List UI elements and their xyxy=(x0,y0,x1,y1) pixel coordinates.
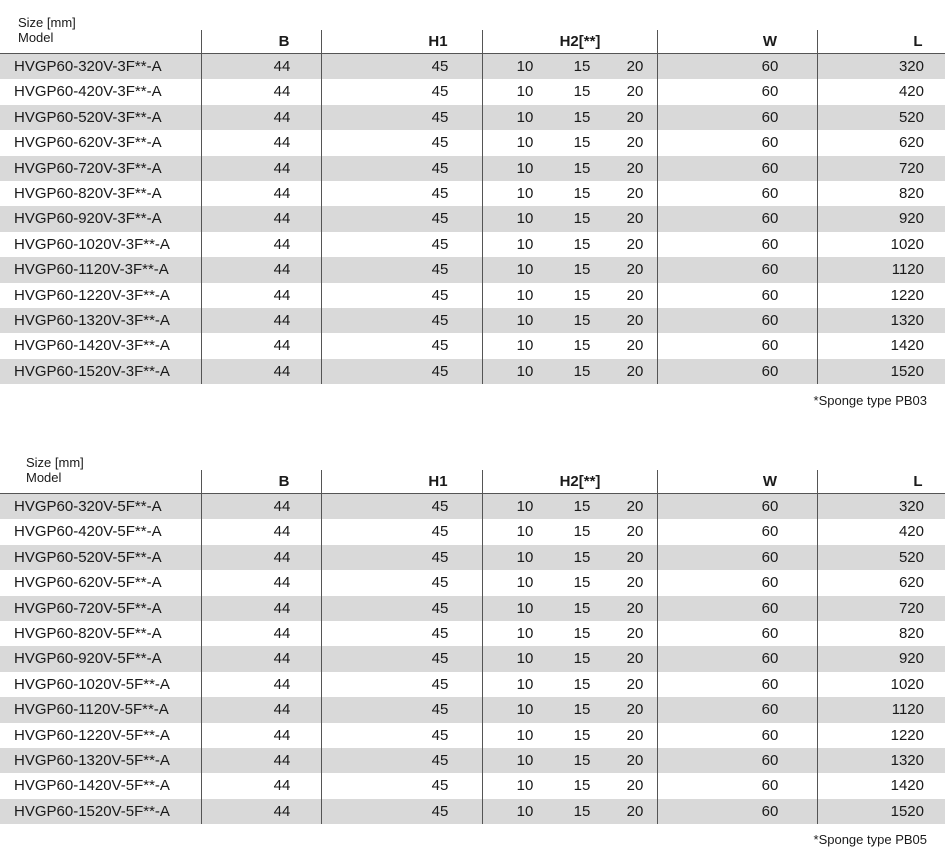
cell-model: HVGP60-1120V-5F**-A xyxy=(14,701,169,719)
cell-l: 1220 xyxy=(890,726,924,744)
cell-h2-max: 20 xyxy=(626,599,644,617)
cell-model: HVGP60-320V-3F**-A xyxy=(14,58,162,75)
table-row xyxy=(0,206,945,231)
cell-model: HVGP60-720V-3F**-A xyxy=(14,159,162,177)
column-divider xyxy=(817,30,818,54)
cell-h2-min: 10 xyxy=(516,362,534,380)
model-label: Model xyxy=(18,30,54,45)
cell-h2-mid: 15 xyxy=(573,235,591,253)
cell-b: 44 xyxy=(273,777,291,795)
cell-h2-min: 10 xyxy=(516,548,534,566)
cell-l: 320 xyxy=(898,58,924,75)
cell-h2-min: 10 xyxy=(516,235,534,253)
cell-model: HVGP60-520V-3F**-A xyxy=(14,108,162,126)
cell-model: HVGP60-1020V-3F**-A xyxy=(14,235,170,253)
cell-h1: 45 xyxy=(431,286,449,304)
table-row xyxy=(0,333,945,358)
cell-h2-max: 20 xyxy=(626,624,644,642)
cell-h2-max: 20 xyxy=(626,235,644,253)
column-divider xyxy=(657,54,658,384)
cell-h2-min: 10 xyxy=(516,184,534,202)
cell-h2-min: 10 xyxy=(516,337,534,355)
table-body xyxy=(0,54,945,384)
cell-b: 44 xyxy=(273,134,291,152)
header-b: B xyxy=(278,33,290,50)
cell-w: 60 xyxy=(761,184,779,202)
cell-l: 1320 xyxy=(890,311,924,329)
cell-h2-min: 10 xyxy=(516,751,534,769)
cell-l: 920 xyxy=(898,650,924,668)
cell-h1: 45 xyxy=(431,235,449,253)
cell-b: 44 xyxy=(273,159,291,177)
cell-b: 44 xyxy=(273,362,291,380)
cell-l: 1020 xyxy=(890,235,924,253)
cell-l: 1420 xyxy=(890,777,924,795)
cell-l: 420 xyxy=(898,523,924,541)
cell-w: 60 xyxy=(761,802,779,820)
cell-w: 60 xyxy=(761,777,779,795)
cell-h2-mid: 15 xyxy=(573,599,591,617)
cell-h1: 45 xyxy=(431,261,449,279)
cell-l: 1220 xyxy=(890,286,924,304)
cell-w: 60 xyxy=(761,574,779,592)
cell-w: 60 xyxy=(761,650,779,668)
cell-model: HVGP60-620V-5F**-A xyxy=(14,574,162,592)
header-l: L xyxy=(913,473,923,490)
cell-h2-min: 10 xyxy=(516,777,534,795)
cell-h2-max: 20 xyxy=(626,726,644,744)
header-h2: H2[**] xyxy=(559,33,601,50)
cell-b: 44 xyxy=(273,802,291,820)
cell-model: HVGP60-1420V-3F**-A xyxy=(14,337,170,355)
cell-l: 1120 xyxy=(891,701,924,719)
cell-b: 44 xyxy=(273,184,291,202)
cell-h2-max: 20 xyxy=(626,134,644,152)
cell-model: HVGP60-420V-3F**-A xyxy=(14,83,162,101)
header-w: W xyxy=(762,33,778,50)
cell-w: 60 xyxy=(761,210,779,228)
cell-h2-min: 10 xyxy=(516,108,534,126)
table-row xyxy=(0,156,945,181)
header-h1: H1 xyxy=(428,33,448,50)
table-header xyxy=(0,440,945,494)
cell-l: 620 xyxy=(898,574,924,592)
cell-l: 720 xyxy=(898,159,924,177)
header-h1: H1 xyxy=(428,473,448,490)
cell-h2-max: 20 xyxy=(626,337,644,355)
cell-w: 60 xyxy=(761,624,779,642)
column-divider xyxy=(482,54,483,384)
cell-w: 60 xyxy=(761,261,779,279)
table-row xyxy=(0,697,945,722)
size-label: Size [mm] xyxy=(18,15,76,30)
cell-w: 60 xyxy=(761,701,779,719)
cell-h1: 45 xyxy=(431,108,449,126)
cell-l: 720 xyxy=(898,599,924,617)
column-divider xyxy=(201,54,202,384)
cell-h2-min: 10 xyxy=(516,286,534,304)
cell-w: 60 xyxy=(761,58,779,75)
cell-h2-mid: 15 xyxy=(573,726,591,744)
cell-h2-mid: 15 xyxy=(573,548,591,566)
cell-b: 44 xyxy=(273,574,291,592)
cell-w: 60 xyxy=(761,311,779,329)
cell-h2-mid: 15 xyxy=(573,184,591,202)
cell-l: 920 xyxy=(898,210,924,228)
cell-h2-max: 20 xyxy=(626,548,644,566)
footnote: *Sponge type PB05 xyxy=(813,832,927,847)
column-divider xyxy=(657,494,658,824)
cell-h2-min: 10 xyxy=(516,802,534,820)
cell-h2-mid: 15 xyxy=(573,134,591,152)
cell-l: 1520 xyxy=(890,362,924,380)
cell-b: 44 xyxy=(273,726,291,744)
cell-h2-max: 20 xyxy=(626,184,644,202)
cell-h2-max: 20 xyxy=(626,650,644,668)
cell-h2-max: 20 xyxy=(626,498,644,515)
header-w: W xyxy=(762,473,778,490)
cell-model: HVGP60-1020V-5F**-A xyxy=(14,675,170,693)
cell-b: 44 xyxy=(273,235,291,253)
model-label: Model xyxy=(26,470,62,485)
cell-h2-mid: 15 xyxy=(573,523,591,541)
cell-b: 44 xyxy=(273,675,291,693)
cell-h2-min: 10 xyxy=(516,261,534,279)
cell-h2-min: 10 xyxy=(516,624,534,642)
cell-h2-min: 10 xyxy=(516,311,534,329)
cell-b: 44 xyxy=(273,337,291,355)
cell-h2-mid: 15 xyxy=(573,311,591,329)
cell-h1: 45 xyxy=(431,726,449,744)
footnote: *Sponge type PB03 xyxy=(813,393,927,408)
table-row xyxy=(0,232,945,257)
cell-h2-mid: 15 xyxy=(573,108,591,126)
cell-h2-mid: 15 xyxy=(573,650,591,668)
table-row xyxy=(0,130,945,155)
cell-w: 60 xyxy=(761,751,779,769)
cell-h1: 45 xyxy=(431,548,449,566)
cell-h1: 45 xyxy=(431,498,449,515)
table-row xyxy=(0,672,945,697)
table-row xyxy=(0,105,945,130)
cell-h1: 45 xyxy=(431,802,449,820)
table-header xyxy=(0,0,945,54)
cell-h2-max: 20 xyxy=(626,311,644,329)
cell-h2-mid: 15 xyxy=(573,159,591,177)
cell-model: HVGP60-820V-3F**-A xyxy=(14,184,162,202)
cell-h1: 45 xyxy=(431,624,449,642)
column-divider xyxy=(657,470,658,494)
table-row xyxy=(0,79,945,104)
table-row xyxy=(0,596,945,621)
cell-h1: 45 xyxy=(431,675,449,693)
cell-h1: 45 xyxy=(431,574,449,592)
cell-l: 1320 xyxy=(890,751,924,769)
cell-h2-max: 20 xyxy=(626,802,644,820)
cell-h1: 45 xyxy=(431,523,449,541)
cell-l: 820 xyxy=(898,624,924,642)
cell-model: HVGP60-1420V-5F**-A xyxy=(14,777,170,795)
cell-h1: 45 xyxy=(431,184,449,202)
cell-h2-max: 20 xyxy=(626,675,644,693)
table-row xyxy=(0,799,945,824)
table-row xyxy=(0,359,945,384)
cell-h1: 45 xyxy=(431,337,449,355)
cell-h2-min: 10 xyxy=(516,574,534,592)
cell-b: 44 xyxy=(273,261,291,279)
cell-h2-max: 20 xyxy=(626,523,644,541)
table-row xyxy=(0,773,945,798)
cell-l: 1520 xyxy=(890,802,924,820)
table-row xyxy=(0,723,945,748)
column-divider xyxy=(201,470,202,494)
cell-h2-max: 20 xyxy=(626,210,644,228)
cell-h1: 45 xyxy=(431,83,449,101)
cell-model: HVGP60-1520V-5F**-A xyxy=(14,802,170,820)
cell-h2-mid: 15 xyxy=(573,362,591,380)
cell-b: 44 xyxy=(273,701,291,719)
cell-b: 44 xyxy=(273,83,291,101)
size-label: Size [mm] xyxy=(26,455,84,470)
table-row xyxy=(0,257,945,282)
cell-h2-max: 20 xyxy=(626,362,644,380)
column-divider xyxy=(657,30,658,54)
cell-h2-min: 10 xyxy=(516,83,534,101)
cell-h1: 45 xyxy=(431,599,449,617)
cell-b: 44 xyxy=(273,108,291,126)
cell-w: 60 xyxy=(761,337,779,355)
cell-h2-min: 10 xyxy=(516,650,534,668)
cell-h2-mid: 15 xyxy=(573,337,591,355)
cell-model: HVGP60-1220V-3F**-A xyxy=(14,286,170,304)
cell-h2-min: 10 xyxy=(516,210,534,228)
cell-b: 44 xyxy=(273,624,291,642)
cell-b: 44 xyxy=(273,650,291,668)
cell-b: 44 xyxy=(273,286,291,304)
cell-h2-mid: 15 xyxy=(573,802,591,820)
cell-h1: 45 xyxy=(431,134,449,152)
column-divider xyxy=(321,470,322,494)
cell-h2-max: 20 xyxy=(626,83,644,101)
cell-l: 1120 xyxy=(891,261,924,279)
cell-l: 1420 xyxy=(890,337,924,355)
table-body xyxy=(0,494,945,824)
cell-w: 60 xyxy=(761,362,779,380)
cell-h1: 45 xyxy=(431,701,449,719)
header-h2: H2[**] xyxy=(559,473,601,490)
cell-h2-max: 20 xyxy=(626,286,644,304)
cell-b: 44 xyxy=(273,548,291,566)
cell-w: 60 xyxy=(761,523,779,541)
table-row xyxy=(0,181,945,206)
column-divider xyxy=(321,54,322,384)
cell-h2-max: 20 xyxy=(626,58,644,75)
cell-h2-min: 10 xyxy=(516,58,534,75)
table-row xyxy=(0,545,945,570)
column-divider xyxy=(482,494,483,824)
cell-model: HVGP60-1220V-5F**-A xyxy=(14,726,170,744)
table-row xyxy=(0,748,945,773)
cell-h1: 45 xyxy=(431,210,449,228)
cell-b: 44 xyxy=(273,311,291,329)
cell-h1: 45 xyxy=(431,159,449,177)
cell-model: HVGP60-1320V-5F**-A xyxy=(14,751,170,769)
column-divider xyxy=(321,30,322,54)
cell-model: HVGP60-920V-5F**-A xyxy=(14,650,162,668)
cell-h1: 45 xyxy=(431,311,449,329)
column-divider xyxy=(817,470,818,494)
cell-model: HVGP60-1120V-3F**-A xyxy=(14,261,169,279)
cell-h2-mid: 15 xyxy=(573,675,591,693)
cell-h1: 45 xyxy=(431,650,449,668)
cell-w: 60 xyxy=(761,159,779,177)
cell-b: 44 xyxy=(273,58,291,75)
column-divider xyxy=(817,54,818,384)
header-b: B xyxy=(278,473,290,490)
cell-model: HVGP60-320V-5F**-A xyxy=(14,498,162,515)
cell-b: 44 xyxy=(273,498,291,515)
cell-l: 820 xyxy=(898,184,924,202)
cell-h2-mid: 15 xyxy=(573,83,591,101)
table-row xyxy=(0,308,945,333)
cell-w: 60 xyxy=(761,675,779,693)
cell-w: 60 xyxy=(761,599,779,617)
column-divider xyxy=(817,494,818,824)
cell-h2-min: 10 xyxy=(516,726,534,744)
cell-model: HVGP60-520V-5F**-A xyxy=(14,548,162,566)
cell-h2-min: 10 xyxy=(516,599,534,617)
cell-model: HVGP60-820V-5F**-A xyxy=(14,624,162,642)
cell-h1: 45 xyxy=(431,777,449,795)
cell-h2-min: 10 xyxy=(516,159,534,177)
table-row xyxy=(0,646,945,671)
cell-w: 60 xyxy=(761,108,779,126)
cell-l: 520 xyxy=(898,108,924,126)
cell-w: 60 xyxy=(761,83,779,101)
cell-h1: 45 xyxy=(431,362,449,380)
cell-h2-min: 10 xyxy=(516,134,534,152)
cell-h2-mid: 15 xyxy=(573,701,591,719)
cell-h2-max: 20 xyxy=(626,159,644,177)
cell-w: 60 xyxy=(761,726,779,744)
cell-h2-mid: 15 xyxy=(573,777,591,795)
cell-w: 60 xyxy=(761,235,779,253)
cell-w: 60 xyxy=(761,548,779,566)
cell-h2-min: 10 xyxy=(516,498,534,515)
cell-h2-max: 20 xyxy=(626,751,644,769)
cell-h2-mid: 15 xyxy=(573,286,591,304)
cell-h2-min: 10 xyxy=(516,675,534,693)
cell-h1: 45 xyxy=(431,58,449,75)
cell-w: 60 xyxy=(761,134,779,152)
table-row xyxy=(0,519,945,544)
cell-b: 44 xyxy=(273,210,291,228)
cell-l: 320 xyxy=(898,498,924,515)
cell-h2-mid: 15 xyxy=(573,751,591,769)
cell-w: 60 xyxy=(761,498,779,515)
cell-h1: 45 xyxy=(431,751,449,769)
cell-l: 1020 xyxy=(890,675,924,693)
cell-b: 44 xyxy=(273,751,291,769)
cell-h2-max: 20 xyxy=(626,261,644,279)
cell-h2-max: 20 xyxy=(626,108,644,126)
table-row xyxy=(0,570,945,595)
table-row xyxy=(0,283,945,308)
cell-l: 520 xyxy=(898,548,924,566)
cell-h2-max: 20 xyxy=(626,701,644,719)
column-divider xyxy=(482,30,483,54)
cell-l: 620 xyxy=(898,134,924,152)
cell-h2-mid: 15 xyxy=(573,498,591,515)
cell-h2-min: 10 xyxy=(516,701,534,719)
cell-model: HVGP60-620V-3F**-A xyxy=(14,134,162,152)
column-divider xyxy=(482,470,483,494)
cell-h2-max: 20 xyxy=(626,777,644,795)
cell-model: HVGP60-1320V-3F**-A xyxy=(14,311,170,329)
column-divider xyxy=(201,30,202,54)
column-divider xyxy=(321,494,322,824)
cell-model: HVGP60-720V-5F**-A xyxy=(14,599,162,617)
cell-h2-mid: 15 xyxy=(573,261,591,279)
cell-h2-min: 10 xyxy=(516,523,534,541)
column-divider xyxy=(201,494,202,824)
cell-h2-mid: 15 xyxy=(573,58,591,75)
table-row xyxy=(0,54,945,79)
cell-h2-mid: 15 xyxy=(573,624,591,642)
cell-w: 60 xyxy=(761,286,779,304)
cell-model: HVGP60-920V-3F**-A xyxy=(14,210,162,228)
cell-model: HVGP60-1520V-3F**-A xyxy=(14,362,170,380)
cell-b: 44 xyxy=(273,523,291,541)
cell-b: 44 xyxy=(273,599,291,617)
cell-l: 420 xyxy=(898,83,924,101)
table-row xyxy=(0,621,945,646)
table-row xyxy=(0,494,945,519)
cell-model: HVGP60-420V-5F**-A xyxy=(14,523,162,541)
header-l: L xyxy=(913,33,923,50)
cell-h2-mid: 15 xyxy=(573,574,591,592)
cell-h2-mid: 15 xyxy=(573,210,591,228)
cell-h2-max: 20 xyxy=(626,574,644,592)
